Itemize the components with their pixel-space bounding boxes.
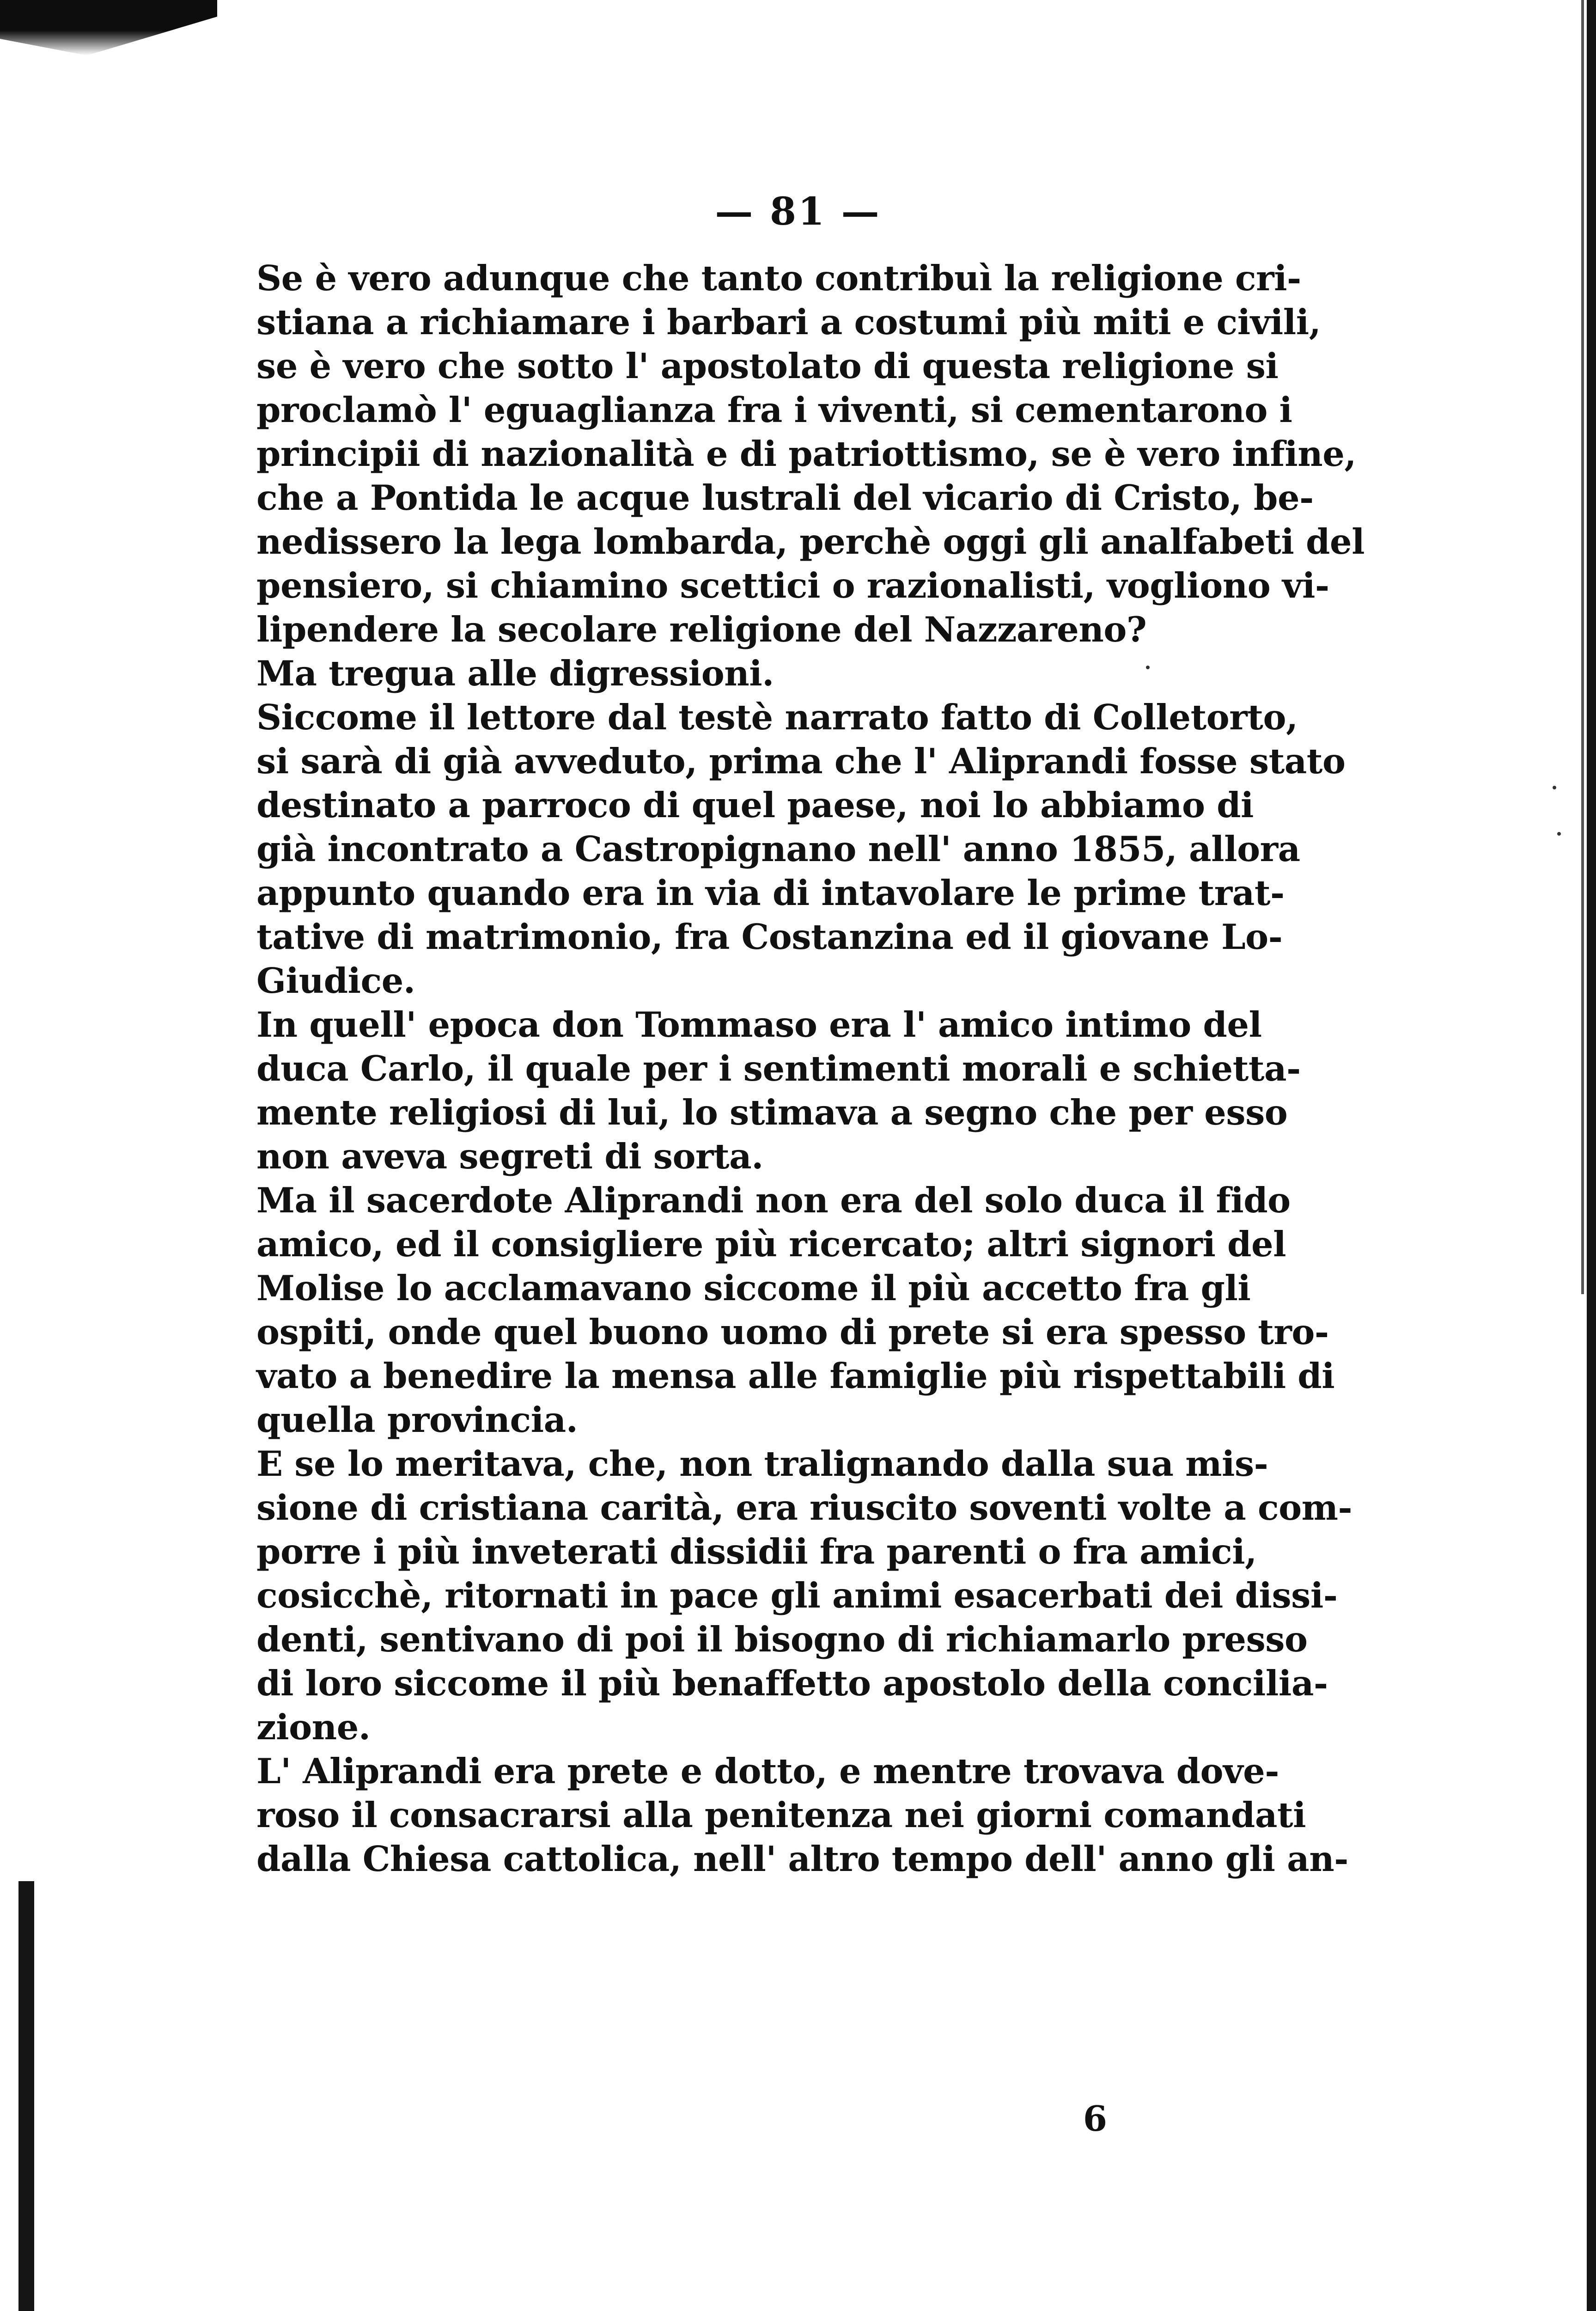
text-line: porre i più inveterati dissidii fra parenti o fra amici, bbox=[256, 1531, 1257, 1572]
text-line: appunto quando era in via di intavolare le prime trat- bbox=[256, 873, 1285, 913]
text-line: tative di matrimonio, fra Costanzina ed il giovane Lo- bbox=[256, 917, 1283, 957]
scan-shadow-top-left bbox=[0, 0, 217, 55]
text-line: E se lo meritava, che, non tralignando dalla sua mis- bbox=[256, 1443, 1268, 1484]
text-line: Se è vero adunque che tanto contribuì la religione cri- bbox=[256, 258, 1301, 299]
text-line: non aveva segreti di sorta. bbox=[256, 1136, 763, 1177]
scan-speck bbox=[1553, 786, 1556, 789]
text-line: Ma tregua alle digressioni. bbox=[256, 653, 774, 694]
text-line: sione di cristiana carità, era riuscito soventi volte a com- bbox=[256, 1487, 1352, 1528]
text-line: cosicchè, ritornati in pace gli animi esacerbati dei dissi- bbox=[256, 1575, 1338, 1616]
text-line: pensiero, si chiamino scettici o razionalisti, vogliono vi- bbox=[256, 565, 1329, 606]
text-line: In quell' epoca don Tommaso era l' amico intimo del bbox=[256, 1004, 1262, 1045]
body-text bbox=[256, 257, 1365, 1881]
text-line: proclamò l' eguaglianza fra i viventi, si cementarono i bbox=[256, 390, 1292, 430]
text-line: amico, ed il consigliere più ricercato; altri signori del bbox=[256, 1224, 1286, 1265]
page-number-header: — 81 — bbox=[715, 190, 881, 234]
signature-mark: 6 bbox=[1083, 2098, 1108, 2139]
text-line: Molise lo acclamavano siccome il più accetto fra gli bbox=[256, 1268, 1251, 1308]
text-line: di loro siccome il più benaffetto apostolo della concilia- bbox=[256, 1663, 1328, 1704]
text-line: già incontrato a Castropignano nell' anno 1855, allora bbox=[256, 829, 1300, 869]
paragraph-6 bbox=[256, 1442, 1352, 1749]
text-line: principii di nazionalità e di patriottismo, se è vero infine, bbox=[256, 434, 1357, 474]
text-line: Giudice. bbox=[256, 960, 415, 1001]
scan-edge-left bbox=[18, 1881, 34, 2311]
text-line: mente religiosi di lui, lo stimava a segno che per esso bbox=[256, 1092, 1288, 1133]
text-line: roso il consacrarsi alla penitenza nei giorni comandati bbox=[256, 1795, 1306, 1835]
text-line: quella provincia. bbox=[256, 1400, 578, 1440]
paragraph-3 bbox=[256, 696, 1346, 1003]
text-line: se è vero che sotto l' apostolato di questa religione si bbox=[256, 346, 1279, 386]
text-line: Ma il sacerdote Aliprandi non era del solo duca il fido bbox=[256, 1180, 1291, 1221]
paragraph-7 bbox=[256, 1749, 1348, 1881]
scan-speck bbox=[1557, 832, 1561, 836]
text-line: dalla Chiesa cattolica, nell' altro tempo dell' anno gli an- bbox=[256, 1839, 1348, 1879]
paragraph-1 bbox=[256, 257, 1365, 652]
text-line: destinato a parroco di quel paese, noi lo abbiamo di bbox=[256, 785, 1254, 825]
paragraph-2 bbox=[256, 652, 1215, 696]
text-line: nedissero la lega lombarda, perchè oggi gli analfabeti del bbox=[256, 521, 1365, 562]
paragraph-5 bbox=[256, 1179, 1335, 1442]
text-line: duca Carlo, il quale per i sentimenti morali e schietta- bbox=[256, 1048, 1301, 1089]
text-line: vato a benedire la mensa alle famiglie più rispettabili di bbox=[256, 1356, 1335, 1396]
paragraph-4 bbox=[256, 1003, 1301, 1179]
text-line: zione. bbox=[256, 1707, 371, 1748]
text-line: denti, sentivano di poi il bisogno di richiamarlo presso bbox=[256, 1619, 1308, 1660]
text-line: ospiti, onde quel buono uomo di prete si era spesso tro- bbox=[256, 1312, 1329, 1352]
text-line: Siccome il lettore dal testè narrato fatto di Colletorto, bbox=[256, 697, 1298, 738]
text-line: L' Aliprandi era prete e dotto, e mentre trovava dove- bbox=[256, 1751, 1279, 1791]
scan-edge-right bbox=[1587, 0, 1596, 2311]
text-line: stiana a richiamare i barbari a costumi più miti e civili, bbox=[256, 302, 1321, 342]
text-line: si sarà di già avveduto, prima che l' Aliprandi fosse stato bbox=[256, 741, 1346, 782]
text-line: che a Pontida le acque lustrali del vicario di Cristo, be- bbox=[256, 477, 1314, 518]
text-line: lipendere la secolare religione del Nazzareno? bbox=[256, 609, 1147, 650]
